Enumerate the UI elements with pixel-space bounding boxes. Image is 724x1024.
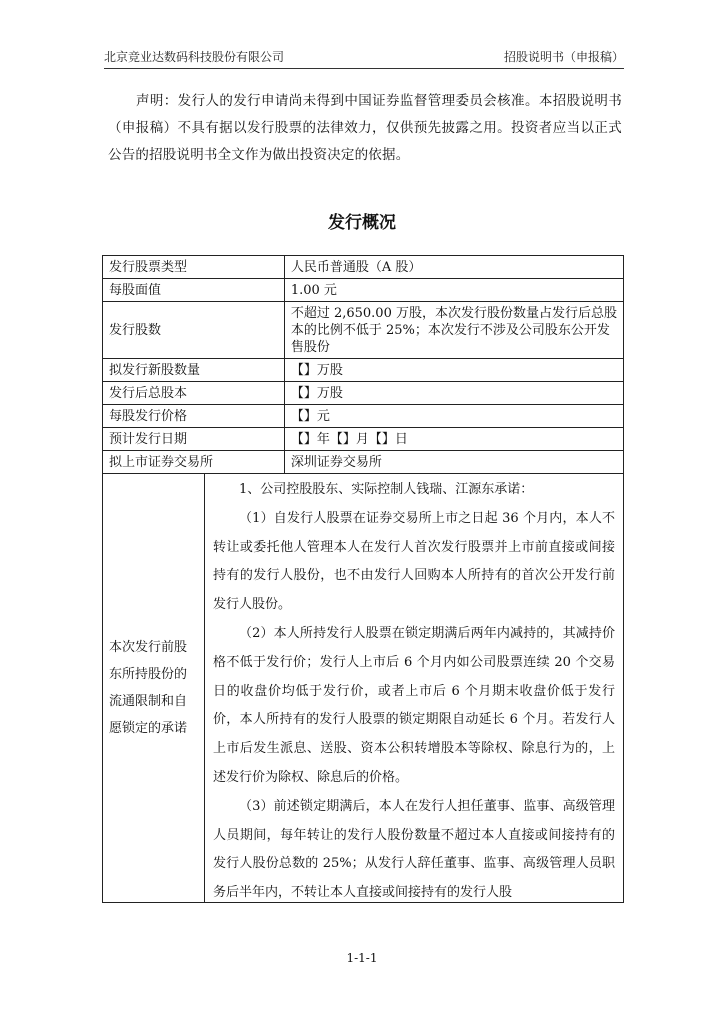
table-row (103, 359, 624, 382)
header-company: 北京竞业达数码科技股份有限公司 (104, 50, 285, 64)
lockup-paragraph: 1、公司控股股东、实际控制人钱瑞、江源东承诺： (239, 482, 534, 497)
row-label: 每股面值 (103, 279, 285, 302)
row-label: 拟发行新股数量 (103, 359, 285, 382)
row-value: 1.00 元 (284, 279, 623, 302)
table-row (103, 382, 624, 405)
page-header (104, 49, 624, 67)
lockup-label: 本次发行前股东所持股份的流通限制和自愿锁定的承诺 (103, 474, 205, 902)
lockup-paragraph: （2）本人所持发行人股票在锁定期满后两年内减持的，其减持价格不低于发行价；发行人上市后 6 个月内如公司股票连续 20 个交易日的收盘价均低于发行价，或者上市后 6 个月期末收盘价低于发行价，本人所持有的发行人股票的锁定期限自动延长 6 个月。若发行人上市后发生派息、送股、资本公积转增股本等除权、除息行为的，上述发行价为除权、除息后的价格。 (213, 625, 615, 785)
row-label: 每股发行价格 (103, 405, 285, 428)
header-rule (104, 68, 624, 69)
lockup-row (103, 474, 624, 903)
row-value: 人民币普通股（A 股） (284, 256, 623, 279)
table-row (103, 256, 624, 279)
row-value: 【】年【】月【】日 (284, 428, 623, 451)
page-number: 1-1-1 (346, 951, 378, 965)
row-value: 【】元 (284, 405, 623, 428)
row-label: 发行股票类型 (103, 256, 285, 279)
row-label: 拟上市证券交易所 (103, 451, 285, 474)
lockup-paragraph: （3）前述锁定期满后，本人在发行人担任董事、监事、高级管理人员期间，每年转让的发行人股份数量不超过本人直接或间接持有的发行人股份总数的 25%；从发行人辞任董事、监事、高级管理人员职务后半年内，不转让本人直接或间接持有的发行人股 (213, 798, 615, 901)
header-doc-title: 招股说明书（申报稿） (503, 50, 624, 64)
lockup-content (205, 474, 623, 902)
table-row (103, 279, 624, 302)
table-row (103, 405, 624, 428)
row-label: 预计发行日期 (103, 428, 285, 451)
declaration-text: 声明：发行人的发行申请尚未得到中国证券监督管理委员会核准。本招股说明书（申报稿）不具有据以发行股票的法律效力，仅供预先披露之用。投资者应当以正式公告的招股说明书全文作为做出投资决定的依据。 (108, 93, 622, 163)
section-title: 发行概况 (328, 213, 396, 233)
table-row (103, 451, 624, 474)
row-value: 【】万股 (284, 382, 623, 405)
table-row (103, 302, 624, 359)
row-value: 【】万股 (284, 359, 623, 382)
lockup-paragraph: （1）自发行人股票在证券交易所上市之日起 36 个月内，本人不转让或委托他人管理本人在发行人首次发行股票并上市前直接或间接持有的发行人股份，也不由发行人回购本人所持有的首次公开发行前发行人股份。 (213, 510, 615, 613)
row-value: 深圳证券交易所 (284, 451, 623, 474)
row-label: 发行股数 (103, 302, 285, 359)
row-label: 发行后总股本 (103, 382, 285, 405)
row-value: 不超过 2,650.00 万股，本次发行股份数量占发行后总股本的比例不低于 25%；本次发行不涉及公司股东公开发售股份 (284, 302, 623, 359)
declaration (108, 88, 622, 169)
lockup-cell (103, 474, 624, 903)
table-row (103, 428, 624, 451)
offering-table (102, 255, 624, 903)
